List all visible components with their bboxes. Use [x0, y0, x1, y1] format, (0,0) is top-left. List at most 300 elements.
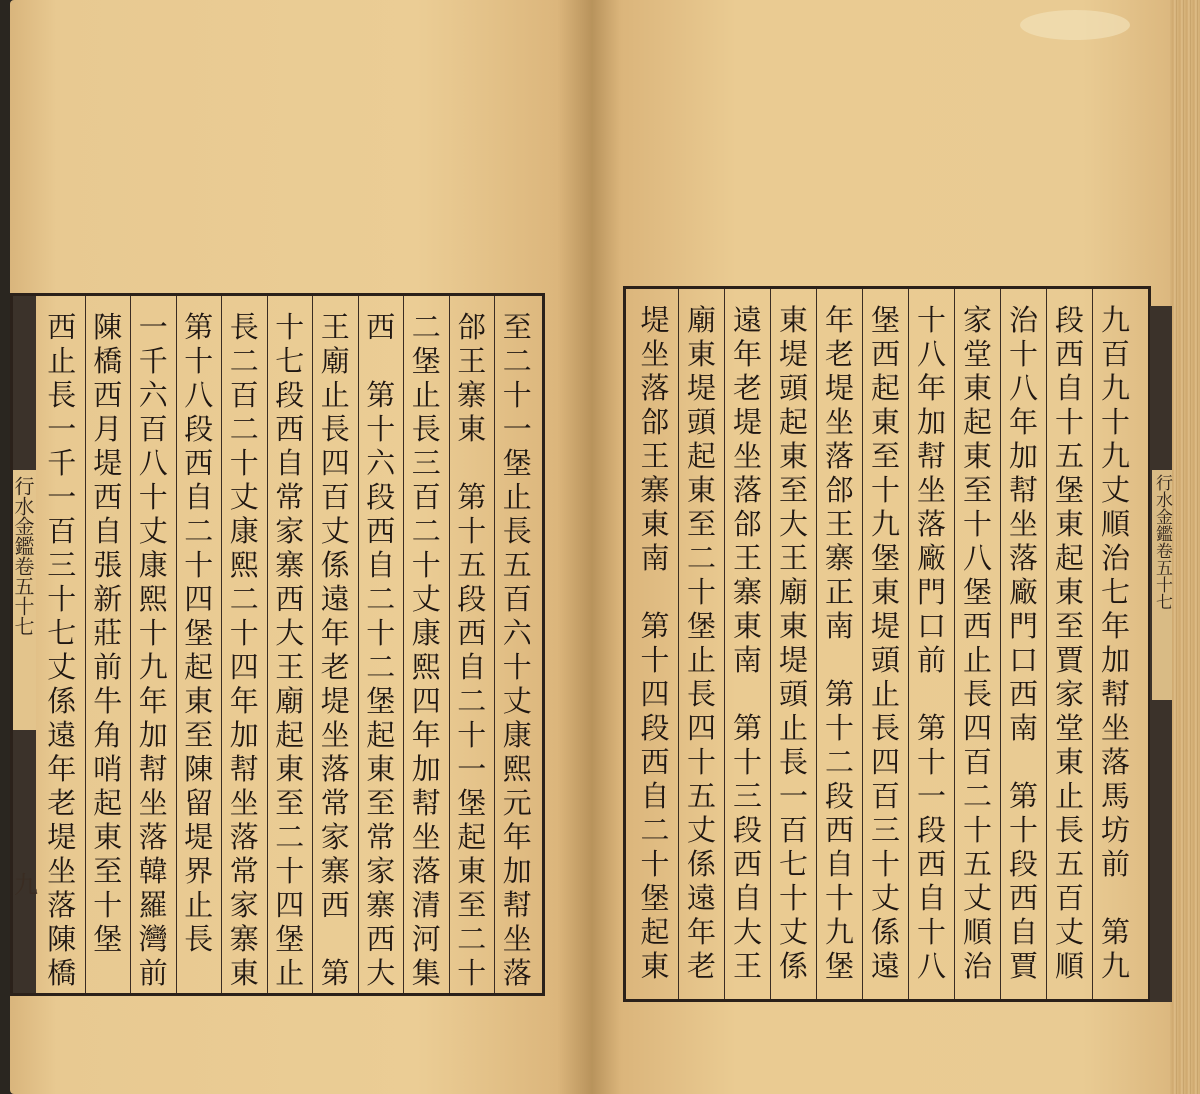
text-char: 至 — [366, 786, 396, 820]
text-char: 門 — [916, 575, 946, 609]
text-char: 止 — [502, 480, 532, 514]
text-char: 四 — [184, 582, 214, 616]
text-char: 十 — [502, 650, 532, 684]
text-char: 起 — [366, 718, 396, 752]
text-char: 順 — [1054, 949, 1084, 983]
text-char: 東 — [640, 949, 670, 983]
text-char: 東 — [229, 956, 259, 990]
text-char: 落 — [640, 371, 670, 405]
text-char: 十 — [962, 507, 992, 541]
text-char — [366, 344, 395, 378]
text-char: 十 — [640, 847, 670, 881]
text-char: 自 — [824, 847, 854, 881]
text-char: 坊 — [1100, 813, 1130, 847]
text-char: 長 — [870, 711, 900, 745]
text-char: 西 — [640, 745, 670, 779]
text-char: 西 — [93, 480, 123, 514]
text-char: 新 — [93, 582, 123, 616]
text-char: 界 — [184, 854, 214, 888]
text-char: 十 — [1008, 813, 1038, 847]
text-char: 丈 — [502, 684, 532, 718]
text-char: 起 — [962, 405, 992, 439]
text-char: 十 — [47, 582, 77, 616]
text-char: 起 — [778, 405, 808, 439]
text-char: 前 — [916, 643, 946, 677]
text-char: 橋 — [47, 956, 77, 990]
text-char: 幇 — [411, 786, 441, 820]
text-char: 堡 — [870, 541, 900, 575]
text-char: 留 — [184, 786, 214, 820]
text-char: 坐 — [411, 820, 441, 854]
text-column — [267, 296, 313, 993]
text-char: 東 — [275, 752, 305, 786]
text-char: 至 — [275, 786, 305, 820]
text-char: 寨 — [229, 922, 259, 956]
text-char: 治 — [1008, 303, 1038, 337]
text-column — [678, 289, 724, 999]
text-column — [724, 289, 770, 999]
text-char: 集 — [411, 956, 441, 990]
text-char: 東 — [457, 854, 487, 888]
text-char: 堤 — [732, 405, 762, 439]
text-char: 陳 — [184, 752, 214, 786]
text-char: 東 — [640, 507, 670, 541]
text-char: 十 — [366, 616, 396, 650]
text-column — [312, 296, 358, 993]
text-char: 堡 — [411, 344, 441, 378]
text-char: 八 — [916, 949, 946, 983]
text-char: 家 — [366, 854, 396, 888]
text-char: 堡 — [366, 684, 396, 718]
text-char: 家 — [275, 514, 305, 548]
text-char: 幇 — [502, 888, 532, 922]
right-margin-title: 行水金鑑卷五十七 — [1152, 474, 1172, 610]
text-char: 治 — [962, 949, 992, 983]
text-char: 口 — [916, 609, 946, 643]
text-char: 老 — [47, 786, 77, 820]
text-char: 丈 — [1054, 915, 1084, 949]
text-char: 丈 — [229, 480, 259, 514]
text-char: 十 — [502, 378, 532, 412]
text-char: 大 — [275, 616, 305, 650]
text-char: 二 — [229, 582, 259, 616]
text-char: 廟 — [320, 344, 350, 378]
text-char: 西 — [275, 412, 305, 446]
text-char: 頭 — [870, 643, 900, 677]
text-char: 十 — [916, 915, 946, 949]
text-char: 第 — [320, 956, 350, 990]
page-number: 九 — [14, 871, 38, 899]
text-char: 止 — [778, 711, 808, 745]
text-char: 堡 — [502, 446, 532, 480]
text-char: 年 — [1100, 609, 1130, 643]
text-char: 一 — [916, 779, 946, 813]
text-char: 至 — [457, 888, 487, 922]
text-char: 王 — [320, 310, 350, 344]
text-char: 九 — [870, 507, 900, 541]
text-char: 加 — [1100, 643, 1130, 677]
text-char: 自 — [916, 881, 946, 915]
text-char: 堤 — [320, 684, 350, 718]
text-char: 寨 — [824, 541, 854, 575]
text-char: 常 — [229, 854, 259, 888]
text-column — [85, 296, 131, 993]
text-char: 幇 — [229, 752, 259, 786]
text-char: 四 — [229, 650, 259, 684]
text-char: 東 — [778, 439, 808, 473]
text-char: 至 — [1054, 609, 1084, 643]
text-char: 加 — [411, 752, 441, 786]
text-char: 二 — [229, 412, 259, 446]
text-char: 至 — [962, 473, 992, 507]
text-char: 係 — [686, 847, 716, 881]
text-char: 堤 — [184, 820, 214, 854]
text-char: 二 — [640, 813, 670, 847]
text-char: 坐 — [229, 786, 259, 820]
text-char: 九 — [1100, 303, 1130, 337]
text-char: 二 — [411, 514, 441, 548]
text-char: 康 — [138, 548, 168, 582]
text-char: 西 — [184, 446, 214, 480]
text-char: 王 — [275, 650, 305, 684]
text-char: 郃 — [824, 473, 854, 507]
text-char: 起 — [1054, 541, 1084, 575]
text-char: 十 — [229, 616, 259, 650]
text-char: 堂 — [1054, 711, 1084, 745]
text-char: 第 — [184, 310, 214, 344]
text-char: 東 — [962, 371, 992, 405]
text-column — [954, 289, 1000, 999]
text-char: 東 — [870, 405, 900, 439]
text-char: 六 — [366, 446, 396, 480]
text-char: 百 — [1054, 881, 1084, 915]
text-char: 十 — [275, 310, 305, 344]
text-char: 老 — [320, 650, 350, 684]
text-char: 落 — [1100, 745, 1130, 779]
text-char: 四 — [686, 711, 716, 745]
text-char: 止 — [870, 677, 900, 711]
text-char: 十 — [184, 344, 214, 378]
text-char: 四 — [640, 677, 670, 711]
text-char: 加 — [1008, 439, 1038, 473]
text-char: 長 — [411, 412, 441, 446]
text-char: 大 — [366, 956, 396, 990]
text-char: 遠 — [686, 881, 716, 915]
text-char: 十 — [366, 412, 396, 446]
text-char: 廟 — [686, 303, 716, 337]
text-char: 十 — [1100, 405, 1130, 439]
text-char: 堡 — [275, 922, 305, 956]
text-char: 自 — [93, 514, 123, 548]
text-char: 幇 — [916, 439, 946, 473]
text-char: 落 — [732, 473, 762, 507]
text-char: 百 — [229, 378, 259, 412]
text-char: 七 — [778, 847, 808, 881]
text-char: 十 — [732, 745, 762, 779]
text-column — [862, 289, 908, 999]
text-char: 六 — [502, 616, 532, 650]
page-edges — [1170, 0, 1200, 1094]
text-char: 係 — [870, 915, 900, 949]
text-char: 長 — [778, 745, 808, 779]
text-char: 西 — [962, 609, 992, 643]
text-char: 西 — [1054, 337, 1084, 371]
text-char: 止 — [47, 344, 77, 378]
text-char: 堤 — [686, 371, 716, 405]
text-char: 幇 — [138, 752, 168, 786]
text-char: 三 — [870, 813, 900, 847]
text-char: 至 — [686, 507, 716, 541]
text-char — [825, 643, 854, 677]
text-char: 寨 — [275, 548, 305, 582]
text-char: 八 — [1008, 371, 1038, 405]
text-char: 五 — [457, 548, 487, 582]
text-char: 家 — [320, 820, 350, 854]
text-column — [494, 296, 540, 993]
text-char: 落 — [320, 752, 350, 786]
text-char: 廟 — [275, 684, 305, 718]
text-char: 堤 — [47, 820, 77, 854]
text-char: 二 — [184, 514, 214, 548]
text-char: 十 — [1054, 405, 1084, 439]
text-char: 老 — [686, 949, 716, 983]
text-char: 坐 — [138, 786, 168, 820]
text-char: 丈 — [411, 582, 441, 616]
text-char: 常 — [320, 786, 350, 820]
text-char: 十 — [138, 616, 168, 650]
text-char: 年 — [411, 718, 441, 752]
text-char: 東 — [870, 575, 900, 609]
text-char: 年 — [229, 684, 259, 718]
text-char: 堡 — [184, 616, 214, 650]
text-char: 落 — [47, 888, 77, 922]
text-char: 家 — [962, 303, 992, 337]
text-char: 遠 — [47, 718, 77, 752]
text-char: 口 — [1008, 643, 1038, 677]
text-char: 南 — [1008, 711, 1038, 745]
text-char: 東 — [732, 609, 762, 643]
text-char: 常 — [275, 480, 305, 514]
text-char: 段 — [184, 412, 214, 446]
text-char — [321, 922, 350, 956]
text-char: 前 — [1100, 847, 1130, 881]
text-char: 四 — [962, 711, 992, 745]
text-char: 段 — [640, 711, 670, 745]
text-char: 六 — [138, 378, 168, 412]
text-column — [39, 296, 85, 993]
text-char: 段 — [1054, 303, 1084, 337]
text-column — [816, 289, 862, 999]
text-char: 年 — [320, 616, 350, 650]
text-char: 郃 — [732, 507, 762, 541]
text-char: 坐 — [824, 405, 854, 439]
text-char: 長 — [502, 514, 532, 548]
text-char: 羅 — [138, 888, 168, 922]
text-char: 十 — [686, 575, 716, 609]
text-column — [1046, 289, 1092, 999]
text-char: 自 — [184, 480, 214, 514]
text-char: 丈 — [138, 514, 168, 548]
text-char: 遠 — [320, 582, 350, 616]
text-char: 坐 — [732, 439, 762, 473]
text-char: 自 — [1054, 371, 1084, 405]
text-char: 百 — [411, 480, 441, 514]
text-char: 止 — [320, 378, 350, 412]
text-char: 郃 — [457, 310, 487, 344]
text-char: 落 — [502, 956, 532, 990]
text-char: 七 — [275, 344, 305, 378]
text-char: 八 — [916, 337, 946, 371]
text-char: 常 — [366, 820, 396, 854]
text-char: 康 — [411, 616, 441, 650]
text-char: 第 — [824, 677, 854, 711]
text-char: 堡 — [962, 575, 992, 609]
text-column — [130, 296, 176, 993]
text-char: 段 — [275, 378, 305, 412]
text-char: 九 — [1100, 371, 1130, 405]
text-char: 二 — [366, 582, 396, 616]
text-char: 九 — [1100, 439, 1130, 473]
text-char: 十 — [229, 446, 259, 480]
text-char: 四 — [870, 745, 900, 779]
text-char: 坐 — [502, 922, 532, 956]
text-char: 西 — [366, 310, 396, 344]
text-char: 清 — [411, 888, 441, 922]
text-char: 段 — [366, 480, 396, 514]
text-char: 東 — [93, 820, 123, 854]
text-char: 西 — [732, 847, 762, 881]
text-char: 長 — [184, 922, 214, 956]
text-char: 自 — [275, 446, 305, 480]
text-char: 第 — [640, 609, 670, 643]
text-char: 坐 — [47, 854, 77, 888]
text-char: 長 — [962, 677, 992, 711]
text-char: 至 — [870, 439, 900, 473]
text-char: 至 — [502, 310, 532, 344]
text-char: 十 — [916, 303, 946, 337]
text-char: 自 — [366, 548, 396, 582]
text-char: 十 — [824, 711, 854, 745]
text-char: 王 — [824, 507, 854, 541]
text-column — [632, 289, 678, 999]
text-char: 家 — [1054, 677, 1084, 711]
text-char: 二 — [366, 650, 396, 684]
text-char: 寨 — [732, 575, 762, 609]
text-char: 落 — [916, 507, 946, 541]
text-char: 堤 — [870, 609, 900, 643]
text-char: 百 — [47, 514, 77, 548]
text-char: 係 — [778, 949, 808, 983]
text-char: 張 — [93, 548, 123, 582]
text-char: 十 — [93, 888, 123, 922]
text-char: 丈 — [320, 514, 350, 548]
text-char: 寨 — [320, 854, 350, 888]
text-char — [1009, 745, 1038, 779]
text-char: 熙 — [411, 650, 441, 684]
text-char: 西 — [320, 888, 350, 922]
text-char: 十 — [457, 718, 487, 752]
text-char: 西 — [47, 310, 77, 344]
text-char: 丈 — [1100, 473, 1130, 507]
text-char: 順 — [962, 915, 992, 949]
text-char: 年 — [1008, 405, 1038, 439]
text-char: 一 — [138, 310, 168, 344]
left-text-frame — [10, 293, 545, 996]
text-char: 年 — [824, 303, 854, 337]
text-char: 大 — [778, 507, 808, 541]
text-char: 西 — [275, 582, 305, 616]
text-char: 賈 — [1008, 949, 1038, 983]
text-char: 長 — [229, 310, 259, 344]
text-char: 四 — [411, 684, 441, 718]
text-char: 落 — [411, 854, 441, 888]
text-char: 坐 — [320, 718, 350, 752]
text-char: 一 — [502, 412, 532, 446]
text-char: 二 — [962, 779, 992, 813]
text-char: 止 — [962, 643, 992, 677]
text-char: 大 — [732, 915, 762, 949]
text-char: 千 — [138, 344, 168, 378]
text-char: 一 — [778, 779, 808, 813]
text-char: 止 — [1054, 779, 1084, 813]
text-char: 灣 — [138, 922, 168, 956]
text-char: 西 — [916, 847, 946, 881]
text-char: 韓 — [138, 854, 168, 888]
text-char: 陳 — [47, 922, 77, 956]
text-char: 陳 — [93, 310, 123, 344]
text-char: 百 — [870, 779, 900, 813]
text-char: 南 — [824, 609, 854, 643]
text-char: 堡 — [686, 609, 716, 643]
text-char: 三 — [732, 779, 762, 813]
text-char: 五 — [686, 779, 716, 813]
text-char: 年 — [47, 752, 77, 786]
text-char: 一 — [47, 412, 77, 446]
text-char: 南 — [640, 541, 670, 575]
text-char: 堂 — [962, 337, 992, 371]
text-char: 九 — [1100, 949, 1130, 983]
text-char: 年 — [916, 371, 946, 405]
text-char: 王 — [640, 439, 670, 473]
text-char: 西 — [1008, 881, 1038, 915]
text-char: 十 — [870, 473, 900, 507]
text-char: 十 — [411, 548, 441, 582]
text-char: 西 — [1008, 677, 1038, 711]
left-margin-title: 行水金鑑卷五十七 — [11, 476, 35, 636]
text-char: 王 — [778, 541, 808, 575]
text-char: 起 — [870, 371, 900, 405]
text-char: 落 — [138, 820, 168, 854]
text-char: 堡 — [457, 786, 487, 820]
text-char: 西 — [824, 813, 854, 847]
text-char: 五 — [1054, 847, 1084, 881]
text-column — [1092, 289, 1138, 999]
text-char: 月 — [93, 412, 123, 446]
text-char: 王 — [732, 541, 762, 575]
text-char: 二 — [824, 745, 854, 779]
text-char: 十 — [275, 854, 305, 888]
text-char: 加 — [138, 718, 168, 752]
text-char: 南 — [732, 643, 762, 677]
text-char: 係 — [320, 548, 350, 582]
text-char: 起 — [457, 820, 487, 854]
text-char: 段 — [1008, 847, 1038, 881]
text-char: 東 — [1054, 745, 1084, 779]
text-char — [917, 677, 946, 711]
text-char: 堤 — [778, 337, 808, 371]
text-char: 段 — [824, 779, 854, 813]
text-char: 起 — [640, 915, 670, 949]
